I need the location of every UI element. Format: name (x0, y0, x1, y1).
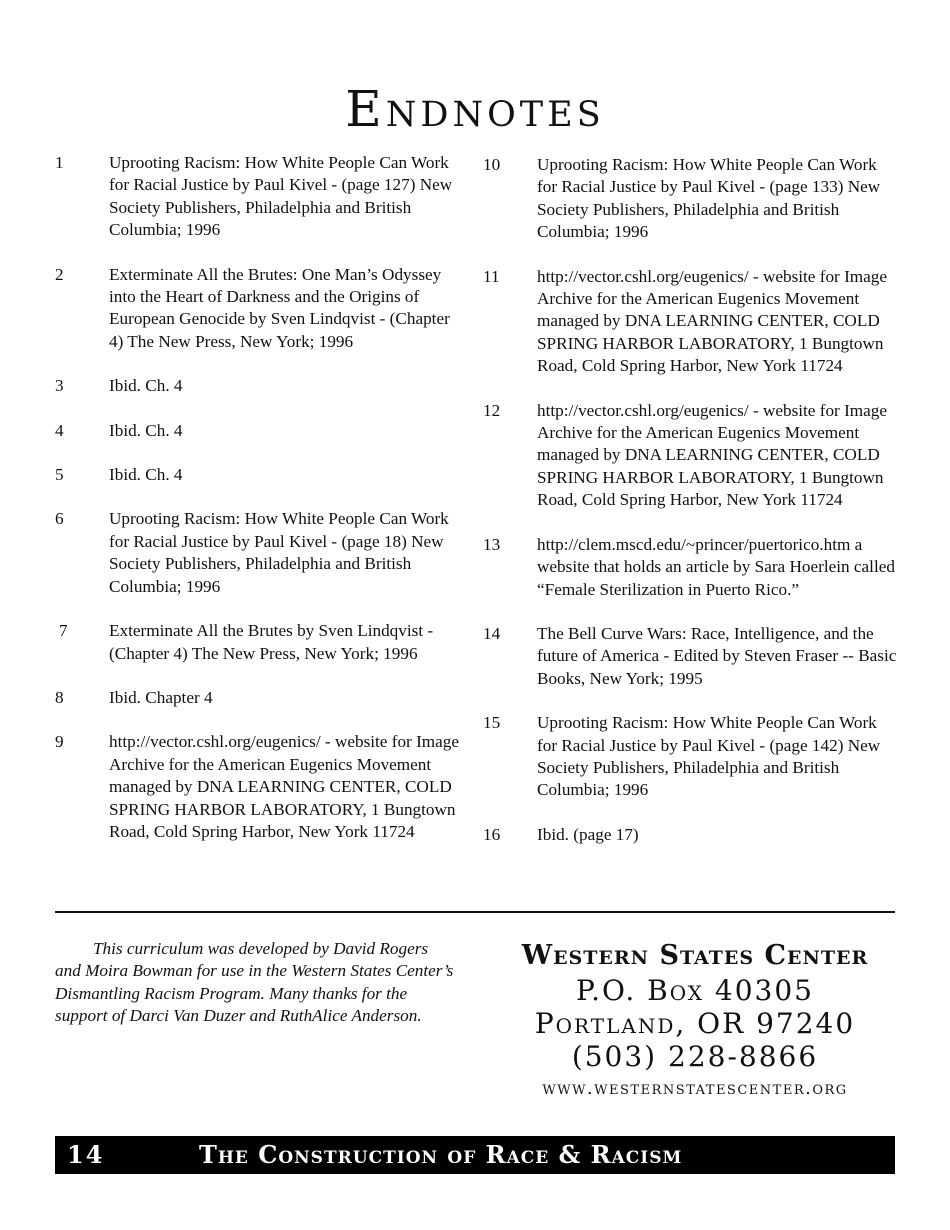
endnote-text: Ibid. Ch. 4 (109, 465, 183, 485)
endnote-text: Uprooting Racism: How White People Can Work for Racial Justice by Paul Kivel - (page 127) New Society Publishers, Philadelphia and British Columbia; 1996 (109, 153, 453, 240)
endnote-item (55, 731, 467, 843)
endnote-number: 11 (483, 266, 500, 286)
endnote-text: Ibid. Chapter 4 (109, 687, 213, 707)
endnote-number: 2 (55, 264, 64, 284)
organization-contact (470, 938, 920, 1103)
endnote-number: 4 (55, 420, 64, 440)
endnote-item (483, 400, 897, 512)
endnote-item (483, 623, 897, 690)
endnote-item (483, 266, 897, 378)
endnote-number: 15 (483, 713, 501, 733)
endnote-item (55, 264, 467, 354)
endnote-number: 8 (55, 687, 64, 707)
endnote-number: 5 (55, 465, 64, 485)
endnote-text: Uprooting Racism: How White People Can Work for Racial Justice by Paul Kivel - (page 142) New Society Publishers, Philadelphia and British Columbia; 1996 (537, 713, 881, 800)
endnote-item (55, 420, 467, 442)
organization-po-box: P.O. Box 40305 (575, 974, 814, 1007)
endnote-number: 14 (483, 623, 501, 643)
endnote-text: http://vector.cshl.org/eugenics/ - website for Image Archive for the American Eugenics Movement managed by DNA LEARNING CENTER, COLD SPRING HARBOR LABORATORY, 1 Bungtown Road, Cold Spring Harbor, New York 11724 (537, 266, 888, 376)
endnote-text: Ibid. Ch. 4 (109, 376, 183, 396)
endnote-text: http://vector.cshl.org/eugenics/ - website for Image Archive for the American Eugenics Movement managed by DNA LEARNING CENTER, COLD SPRING HARBOR LABORATORY, 1 Bungtown Road, Cold Spring Harbor, New York 11724 (109, 732, 460, 841)
endnote-text: Ibid. Ch. 4 (109, 420, 183, 440)
organization-phone: (503) 228-8866 (571, 1040, 819, 1073)
endnote-item (483, 824, 897, 846)
page-number: 14 (67, 1140, 105, 1169)
endnote-number: 7 (59, 621, 68, 641)
endnote-text: Ibid. (page 17) (537, 824, 639, 844)
footer-bar (55, 1136, 895, 1174)
endnote-item (55, 464, 467, 486)
endnote-text: http://clem.mscd.edu/~princer/puertorico.htm a website that holds an article by Sara Hoerlein called “Female Sterilization in Puerto Rico.” (537, 534, 895, 599)
endnote-text: Exterminate All the Brutes by Sven Lindqvist - (Chapter 4) The New Press, New York; 1996 (109, 621, 434, 663)
endnote-number: 3 (55, 376, 64, 396)
endnote-text: The Bell Curve Wars: Race, Intelligence, and the future of America - Edited by Steven Fraser -- Basic Books, New York; 1995 (537, 623, 897, 688)
endnote-item (55, 375, 467, 397)
organization-name: Western States Center (521, 940, 869, 971)
endnotes-right-column (483, 154, 897, 868)
endnote-item (55, 620, 467, 665)
endnote-number: 6 (55, 509, 64, 529)
endnote-item (483, 712, 897, 802)
endnote-number: 13 (483, 534, 501, 554)
endnote-item (55, 687, 467, 709)
endnote-item (483, 154, 897, 244)
endnote-number: 10 (483, 155, 501, 174)
endnote-text: Uprooting Racism: How White People Can Work for Racial Justice by Paul Kivel - (page 133) New Society Publishers, Philadelphia and British Columbia; 1996 (537, 155, 881, 242)
endnote-text: http://vector.cshl.org/eugenics/ - website for Image Archive for the American Eugenics Movement managed by DNA LEARNING CENTER, COLD SPRING HARBOR LABORATORY, 1 Bungtown Road, Cold Spring Harbor, New York 11724 (537, 400, 888, 510)
endnote-number: 16 (483, 824, 501, 844)
endnote-item (55, 508, 467, 598)
endnote-number: 1 (55, 153, 64, 172)
endnote-text: Uprooting Racism: How White People Can Work for Racial Justice by Paul Kivel - (page 18) New Society Publishers, Philadelphia and British Columbia; 1996 (109, 509, 449, 596)
endnote-number: 12 (483, 400, 501, 420)
section-divider (55, 911, 895, 913)
curriculum-credit: This curriculum was developed by David Rogers and Moira Bowman for use in the Western States Center’s Dismantling Racism Program. Many thanks for the support of Darci Van Duzer and RuthAlice Anderson. (55, 939, 454, 1026)
endnote-number: 9 (55, 732, 64, 752)
organization-city: Portland, OR 97240 (534, 1007, 856, 1040)
organization-website[interactable]: www.westernstatescenter.org (542, 1078, 848, 1099)
endnote-item (483, 534, 897, 601)
endnote-item (55, 152, 467, 242)
endnote-text: Exterminate All the Brutes: One Man’s Odyssey into the Heart of Darkness and the Origins of European Genocide by Sven Lindqvist - (Chapter 4) The New Press, New York; 1996 (109, 264, 450, 351)
endnotes-left-column (55, 152, 467, 865)
footer-title: The Construction of Race & Racism (199, 1140, 683, 1169)
page-title: Endnotes (345, 79, 605, 138)
